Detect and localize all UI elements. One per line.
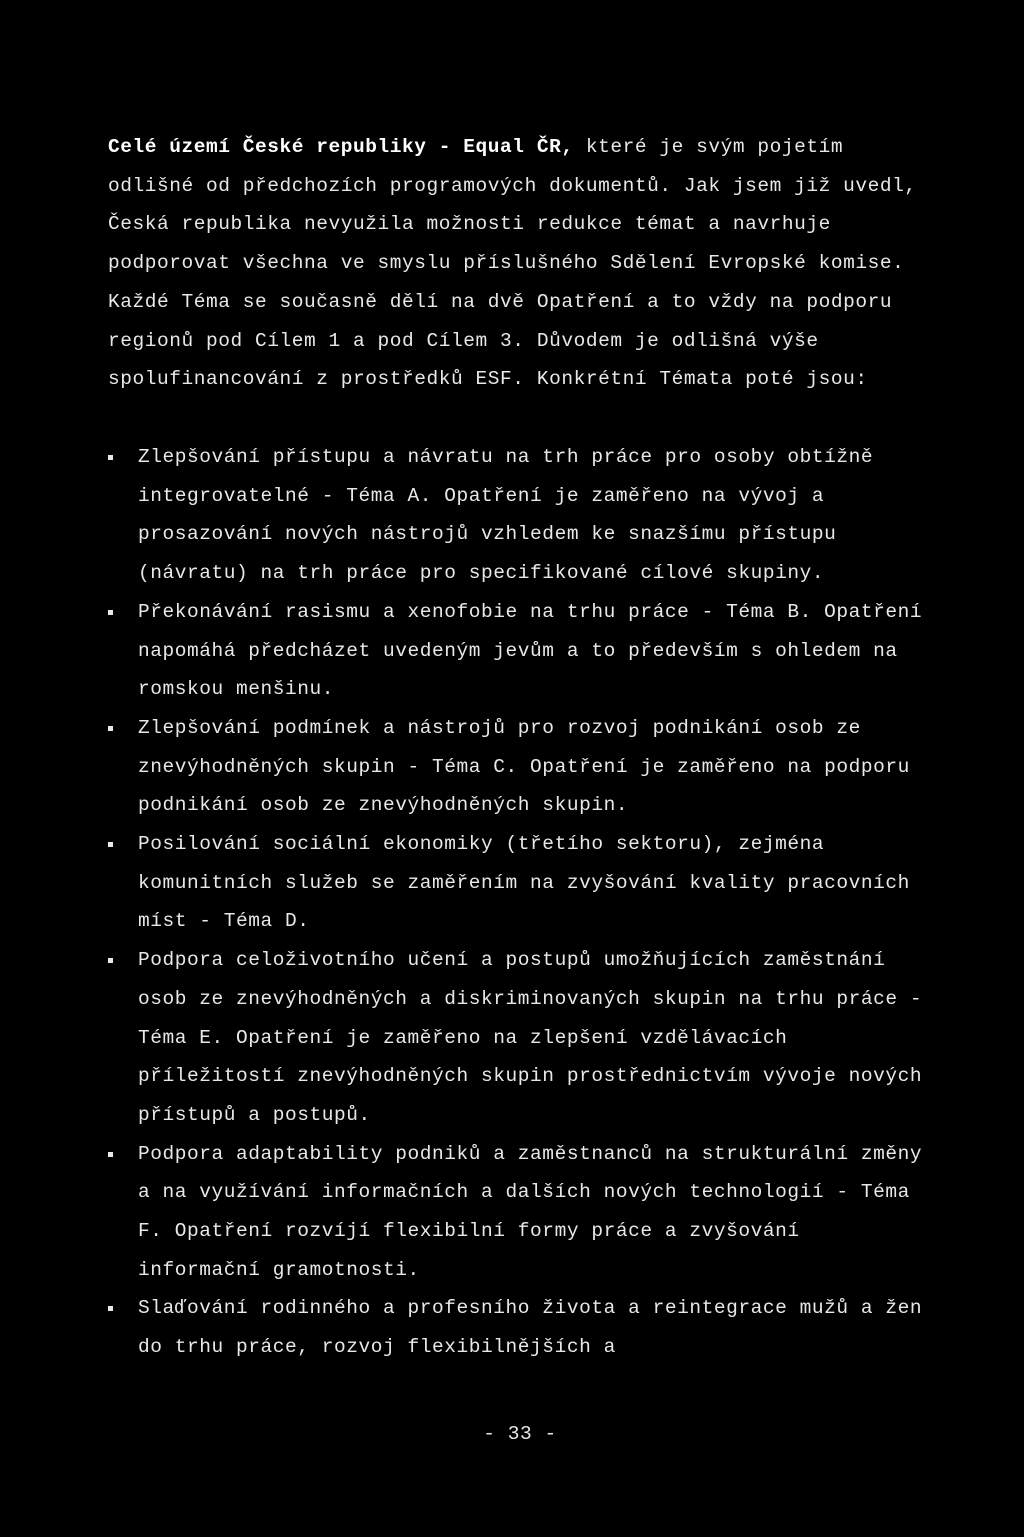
bullet-marker <box>108 842 113 847</box>
list-item-text: Zlepšování přístupu a návratu na trh práce pro osoby obtížně integrovatelné - Téma A. Opatření je zaměřeno na vývoj a prosazování nových nástrojů vzhledem ke snazšímu přístupu (návratu) na trh práce pro specifikované cílové skupiny. <box>138 446 874 585</box>
list-item-text: Zlepšování podmínek a nástrojů pro rozvoj podnikání osob ze znevýhodněných skupin - Téma C. Opatření je zaměřeno na podporu podnikání osob ze znevýhodněných skupin. <box>138 716 910 817</box>
list-item <box>108 941 928 1135</box>
list-item-text: Posilování sociální ekonomiky (třetího sektoru), zejména komunitních služeb se zaměřením na zvyšování kvality pracovních míst - Téma D. <box>138 833 910 933</box>
themes-list <box>108 438 928 1367</box>
list-item-text: Překonávání rasismu a xenofobie na trhu práce - Téma B. Opatření napomáhá předcházet uvedeným jevům a to především s ohledem na romskou menšinu. <box>138 600 923 701</box>
list-item <box>108 593 928 709</box>
list-item <box>108 1135 928 1290</box>
list-item-text: Podpora adaptability podniků a zaměstnanců na strukturální změny a na využívání informačních a dalších nových technologií - Téma F. Opatření rozvíjí flexibilní formy práce a zvyšování informační gramotnosti. <box>138 1142 923 1281</box>
list-item <box>108 438 928 593</box>
list-item-text: Slaďování rodinného a profesního života a reintegrace mužů a žen do trhu práce, rozvoj flexibilnějších a <box>138 1297 923 1359</box>
list-item <box>108 825 928 941</box>
bullet-marker <box>108 1152 113 1157</box>
intro-paragraph <box>108 128 928 399</box>
list-item <box>108 709 928 825</box>
bullet-marker <box>108 610 113 615</box>
bullet-marker <box>108 455 113 460</box>
page-number: - 33 - <box>483 1423 557 1445</box>
bullet-marker <box>108 726 113 731</box>
intro-bold-lead: Celé území České republiky - Equal ČR, <box>108 136 574 158</box>
list-item-text: Podpora celoživotního učení a postupů umožňujících zaměstnání osob ze znevýhodněných a diskriminovaných skupin na trhu práce - Téma E. Opatření je zaměřeno na zlepšení vzdělávacích příležitostí znevýhodněných skupin prostřednictvím vývoje nových přístupů a postupů. <box>138 949 923 1126</box>
bullet-marker <box>108 958 113 963</box>
bullet-marker <box>108 1306 113 1311</box>
intro-text: které je svým pojetím odlišné od předchozích programových dokumentů. Jak jsem již uvedl, Česká republika nevyužila možnosti redukce témat a navrhuje podporovat všechna ve smyslu příslušného Sdělení Evropské komise. Každé Téma se současně dělí na dvě Opatření a to vždy na podporu regionů pod Cílem 1 a pod Cílem 3. Důvodem je odlišná výše spolufinancování z prostředků ESF. Konkrétní Témata poté jsou: <box>108 136 917 391</box>
list-item <box>108 1289 928 1366</box>
